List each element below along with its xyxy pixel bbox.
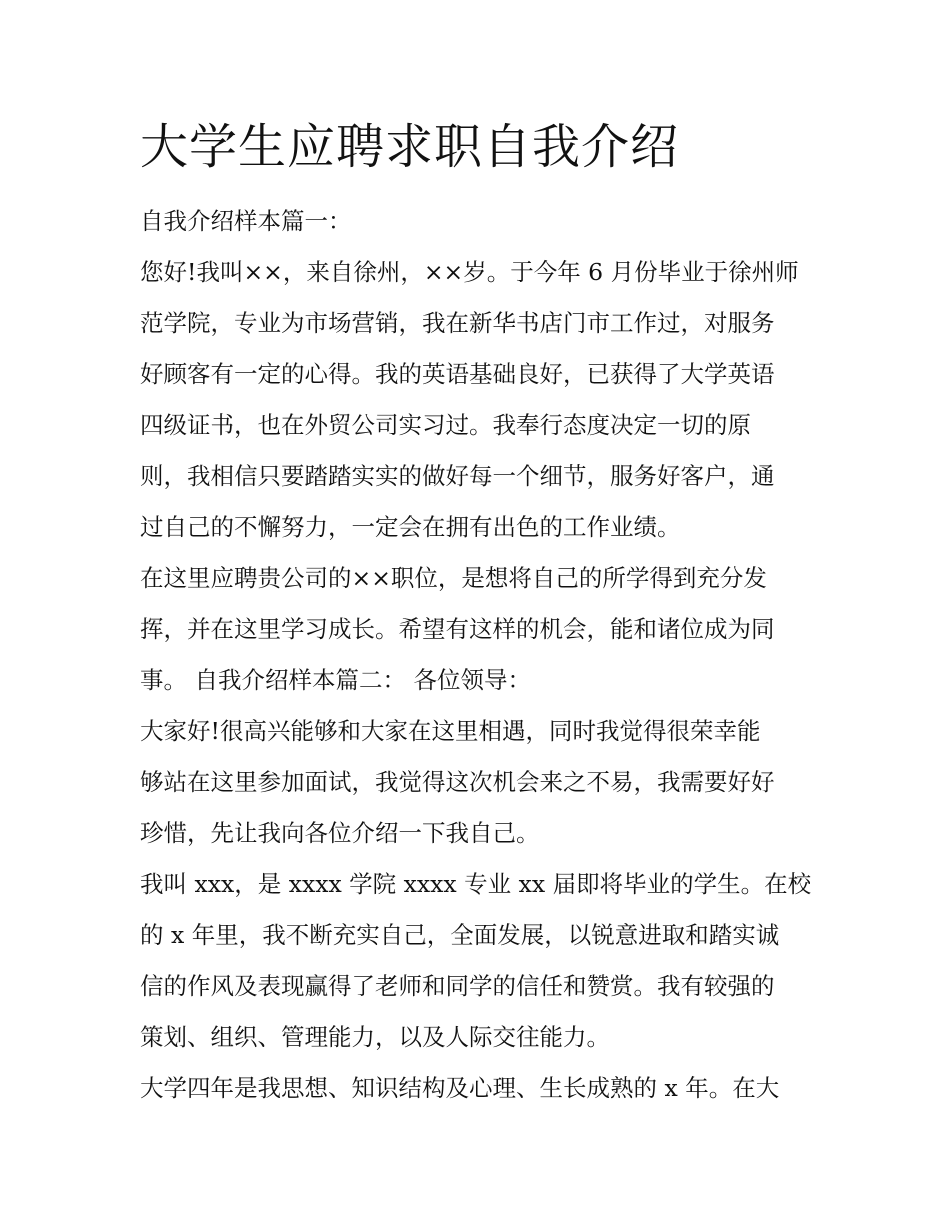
body-line: 挥，并在这里学习成长。希望有这样的机会，能和诸位成为同 [140, 615, 775, 643]
body-line: 在这里应聘贵公司的××职位，是想将自己的所学得到充分发 [140, 564, 767, 592]
body-line: 好顾客有一定的心得。我的英语基础良好，已获得了大学英语 [140, 360, 775, 388]
body-line: 的 x 年里，我不断充实自己，全面发展，以锐意进取和踏实诚 [140, 921, 780, 949]
body-line: 信的作风及表现赢得了老师和同学的信任和赞赏。我有较强的 [140, 972, 775, 1000]
body-line: 过自己的不懈努力，一定会在拥有出色的工作业绩。 [140, 513, 681, 541]
body-line: 您好!我叫××，来自徐州，××岁。于今年 6 月份毕业于徐州师 [140, 258, 799, 286]
body-line: 事。 自我介绍样本篇二： 各位领导： [140, 666, 531, 694]
body-line: 范学院，专业为市场营销，我在新华书店门市工作过，对服务 [140, 309, 775, 337]
body-line: 大学四年是我思想、知识结构及心理、生长成熟的 x 年。在大 [140, 1074, 780, 1102]
body-line: 大家好!很高兴能够和大家在这里相遇，同时我觉得很荣幸能 [140, 717, 761, 745]
body-line: 珍惜，先让我向各位介绍一下我自己。 [140, 819, 540, 847]
body-line: 四级证书，也在外贸公司实习过。我奉行态度决定一切的原 [140, 411, 751, 439]
body-line: 够站在这里参加面试，我觉得这次机会来之不易，我需要好好 [140, 768, 775, 796]
document-title: 大学生应聘求职自我介绍 [140, 119, 680, 175]
document-body [140, 196, 820, 1114]
body-line: 自我介绍样本篇一： [140, 207, 352, 235]
body-line: 策划、组织、管理能力，以及人际交往能力。 [140, 1023, 610, 1051]
body-line: 我叫 xxx，是 xxxx 学院 xxxx 专业 xx 届即将毕业的学生。在校 [140, 870, 812, 898]
body-line: 则，我相信只要踏踏实实的做好每一个细节，服务好客户，通 [140, 462, 775, 490]
